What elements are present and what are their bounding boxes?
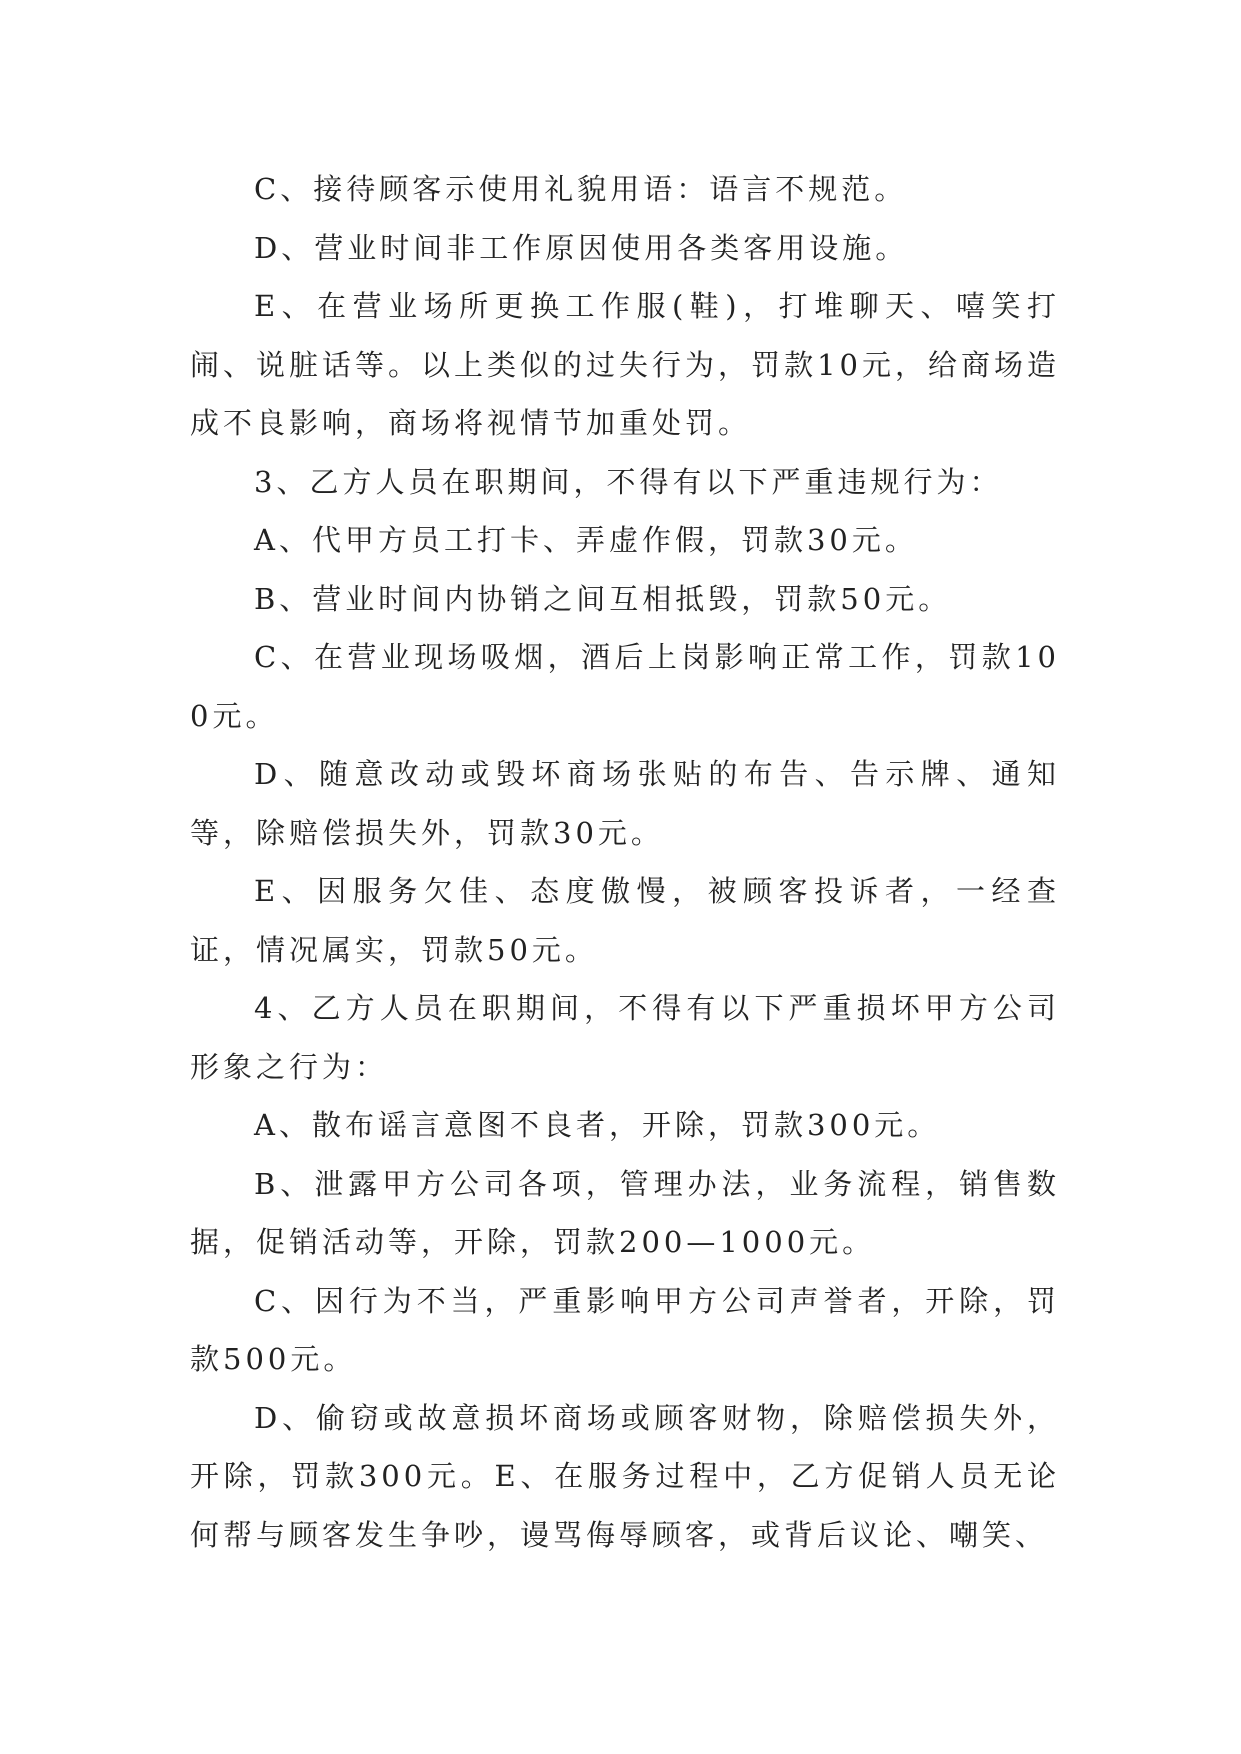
paragraph-e-workplace-conduct: E、在营业场所更换工作服(鞋)，打堆聊天、嘻笑打闹、说脏话等。以上类似的过失行为，罚款10元，给商场造成不良影响，商场将视情节加重处罚。 <box>190 289 1060 440</box>
paragraph-3e-customer-complaint: E、因服务欠佳、态度傲慢，被顾客投诉者，一经查证，情况属实，罚款50元。 <box>190 874 1060 967</box>
paragraph-3c-smoking-drinking: C、在营业现场吸烟，酒后上岗影响正常工作，罚款100元。 <box>190 640 1060 733</box>
paragraph-section-3-heading: 3、乙方人员在职期间，不得有以下严重违规行为： <box>254 464 1003 499</box>
paragraph-3b-mutual-disparagement: B、营业时间内协销之间互相抵毁，罚款50元。 <box>254 581 952 616</box>
document-body <box>190 160 1060 1564</box>
paragraph-4d-theft: D、偷窃或故意损坏商场或顾客财物，除赔偿损失外，开除，罚款300元。E、在服务过程中，乙方促销人员无论何帮与顾客发生争吵，谩骂侮辱顾客，或背后议论、嘲笑、 <box>190 1400 1060 1552</box>
paragraph-c-polite-language: C、接待顾客示使用礼貌用语：语言不规范。 <box>254 172 908 206</box>
paragraph-3d-notice-damage: D、随意改动或毁坏商场张贴的布告、告示牌、通知等，除赔偿损失外，罚款30元。 <box>190 757 1060 850</box>
paragraph-d-customer-facilities: D、营业时间非工作原因使用各类客用设施。 <box>254 230 909 265</box>
paragraph-4c-reputation-damage: C、因行为不当，严重影响甲方公司声誉者，开除，罚款500元。 <box>190 1283 1060 1376</box>
paragraph-4a-rumors: A、散布谣言意图不良者，开除，罚款300元。 <box>254 1108 941 1142</box>
paragraph-3a-clock-in-fraud: A、代甲方员工打卡、弄虚作假，罚款30元。 <box>254 523 918 557</box>
paragraph-4b-information-leak: B、泄露甲方公司各项，管理办法，业务流程，销售数据，促销活动等，开除，罚款200—1000元。 <box>190 1166 1060 1259</box>
paragraph-section-4-heading: 4、乙方人员在职期间，不得有以下严重损坏甲方公司形象之行为： <box>190 991 1060 1084</box>
